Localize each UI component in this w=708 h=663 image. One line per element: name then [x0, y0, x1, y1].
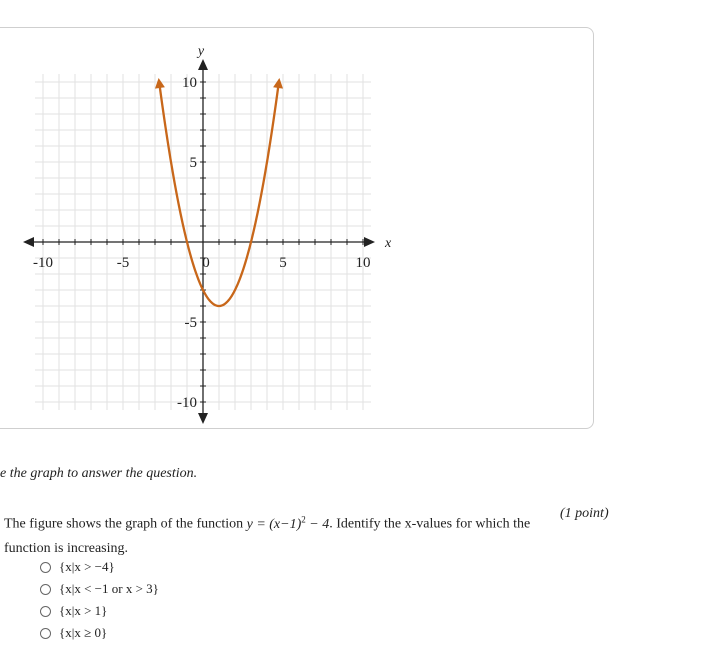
option-label: {x|x > −4} — [59, 559, 115, 574]
x-axis-arrow-right — [364, 237, 375, 247]
points-label: (1 point) — [560, 506, 609, 521]
question-text-after: . Identify the x-values for which the function is increasing. — [4, 516, 531, 556]
x-tick-label: -5 — [116, 255, 130, 271]
y-tick-label: 5 — [189, 155, 197, 171]
x-tick-label: 0 — [202, 255, 210, 271]
x-axis-label: x — [385, 236, 392, 251]
y-axis-arrow-up — [198, 59, 208, 70]
option-label: {x|x > 1} — [59, 603, 108, 618]
question-text-before: The figure shows the graph of the function — [4, 516, 244, 532]
option-label: {x|x ≥ 0} — [59, 625, 108, 640]
question-text — [4, 507, 552, 561]
x-tick-label: -10 — [33, 255, 53, 271]
function-exponent: 2 — [301, 514, 306, 524]
answer-options — [40, 556, 159, 644]
x-tick-label: 5 — [279, 255, 287, 271]
function-graph — [0, 28, 593, 428]
y-tick-label: -10 — [177, 395, 197, 411]
y-tick-label: -5 — [184, 315, 197, 331]
y-axis-arrow-down — [198, 413, 208, 424]
y-axis-label: y — [197, 44, 205, 59]
function-tail: − 4 — [305, 516, 330, 532]
function-base: y = (x−1) — [246, 516, 302, 532]
curve-arrowhead — [273, 78, 283, 89]
radio-button[interactable] — [40, 584, 51, 595]
radio-button[interactable] — [40, 628, 51, 639]
answer-option-3[interactable] — [40, 600, 159, 622]
x-tick-label: 10 — [355, 255, 371, 271]
function-expression — [246, 514, 330, 532]
answer-option-2[interactable] — [40, 578, 159, 600]
graph-card — [0, 27, 594, 429]
option-label: {x|x < −1 or x > 3} — [59, 581, 159, 596]
answer-option-1[interactable] — [40, 556, 159, 578]
radio-button[interactable] — [40, 562, 51, 573]
y-tick-label: 10 — [182, 75, 197, 91]
instruction-text: e the graph to answer the question. — [0, 466, 198, 481]
curve-arrowhead — [155, 78, 165, 89]
answer-option-4[interactable] — [40, 622, 159, 644]
radio-button[interactable] — [40, 606, 51, 617]
x-axis-arrow-left — [23, 237, 34, 247]
